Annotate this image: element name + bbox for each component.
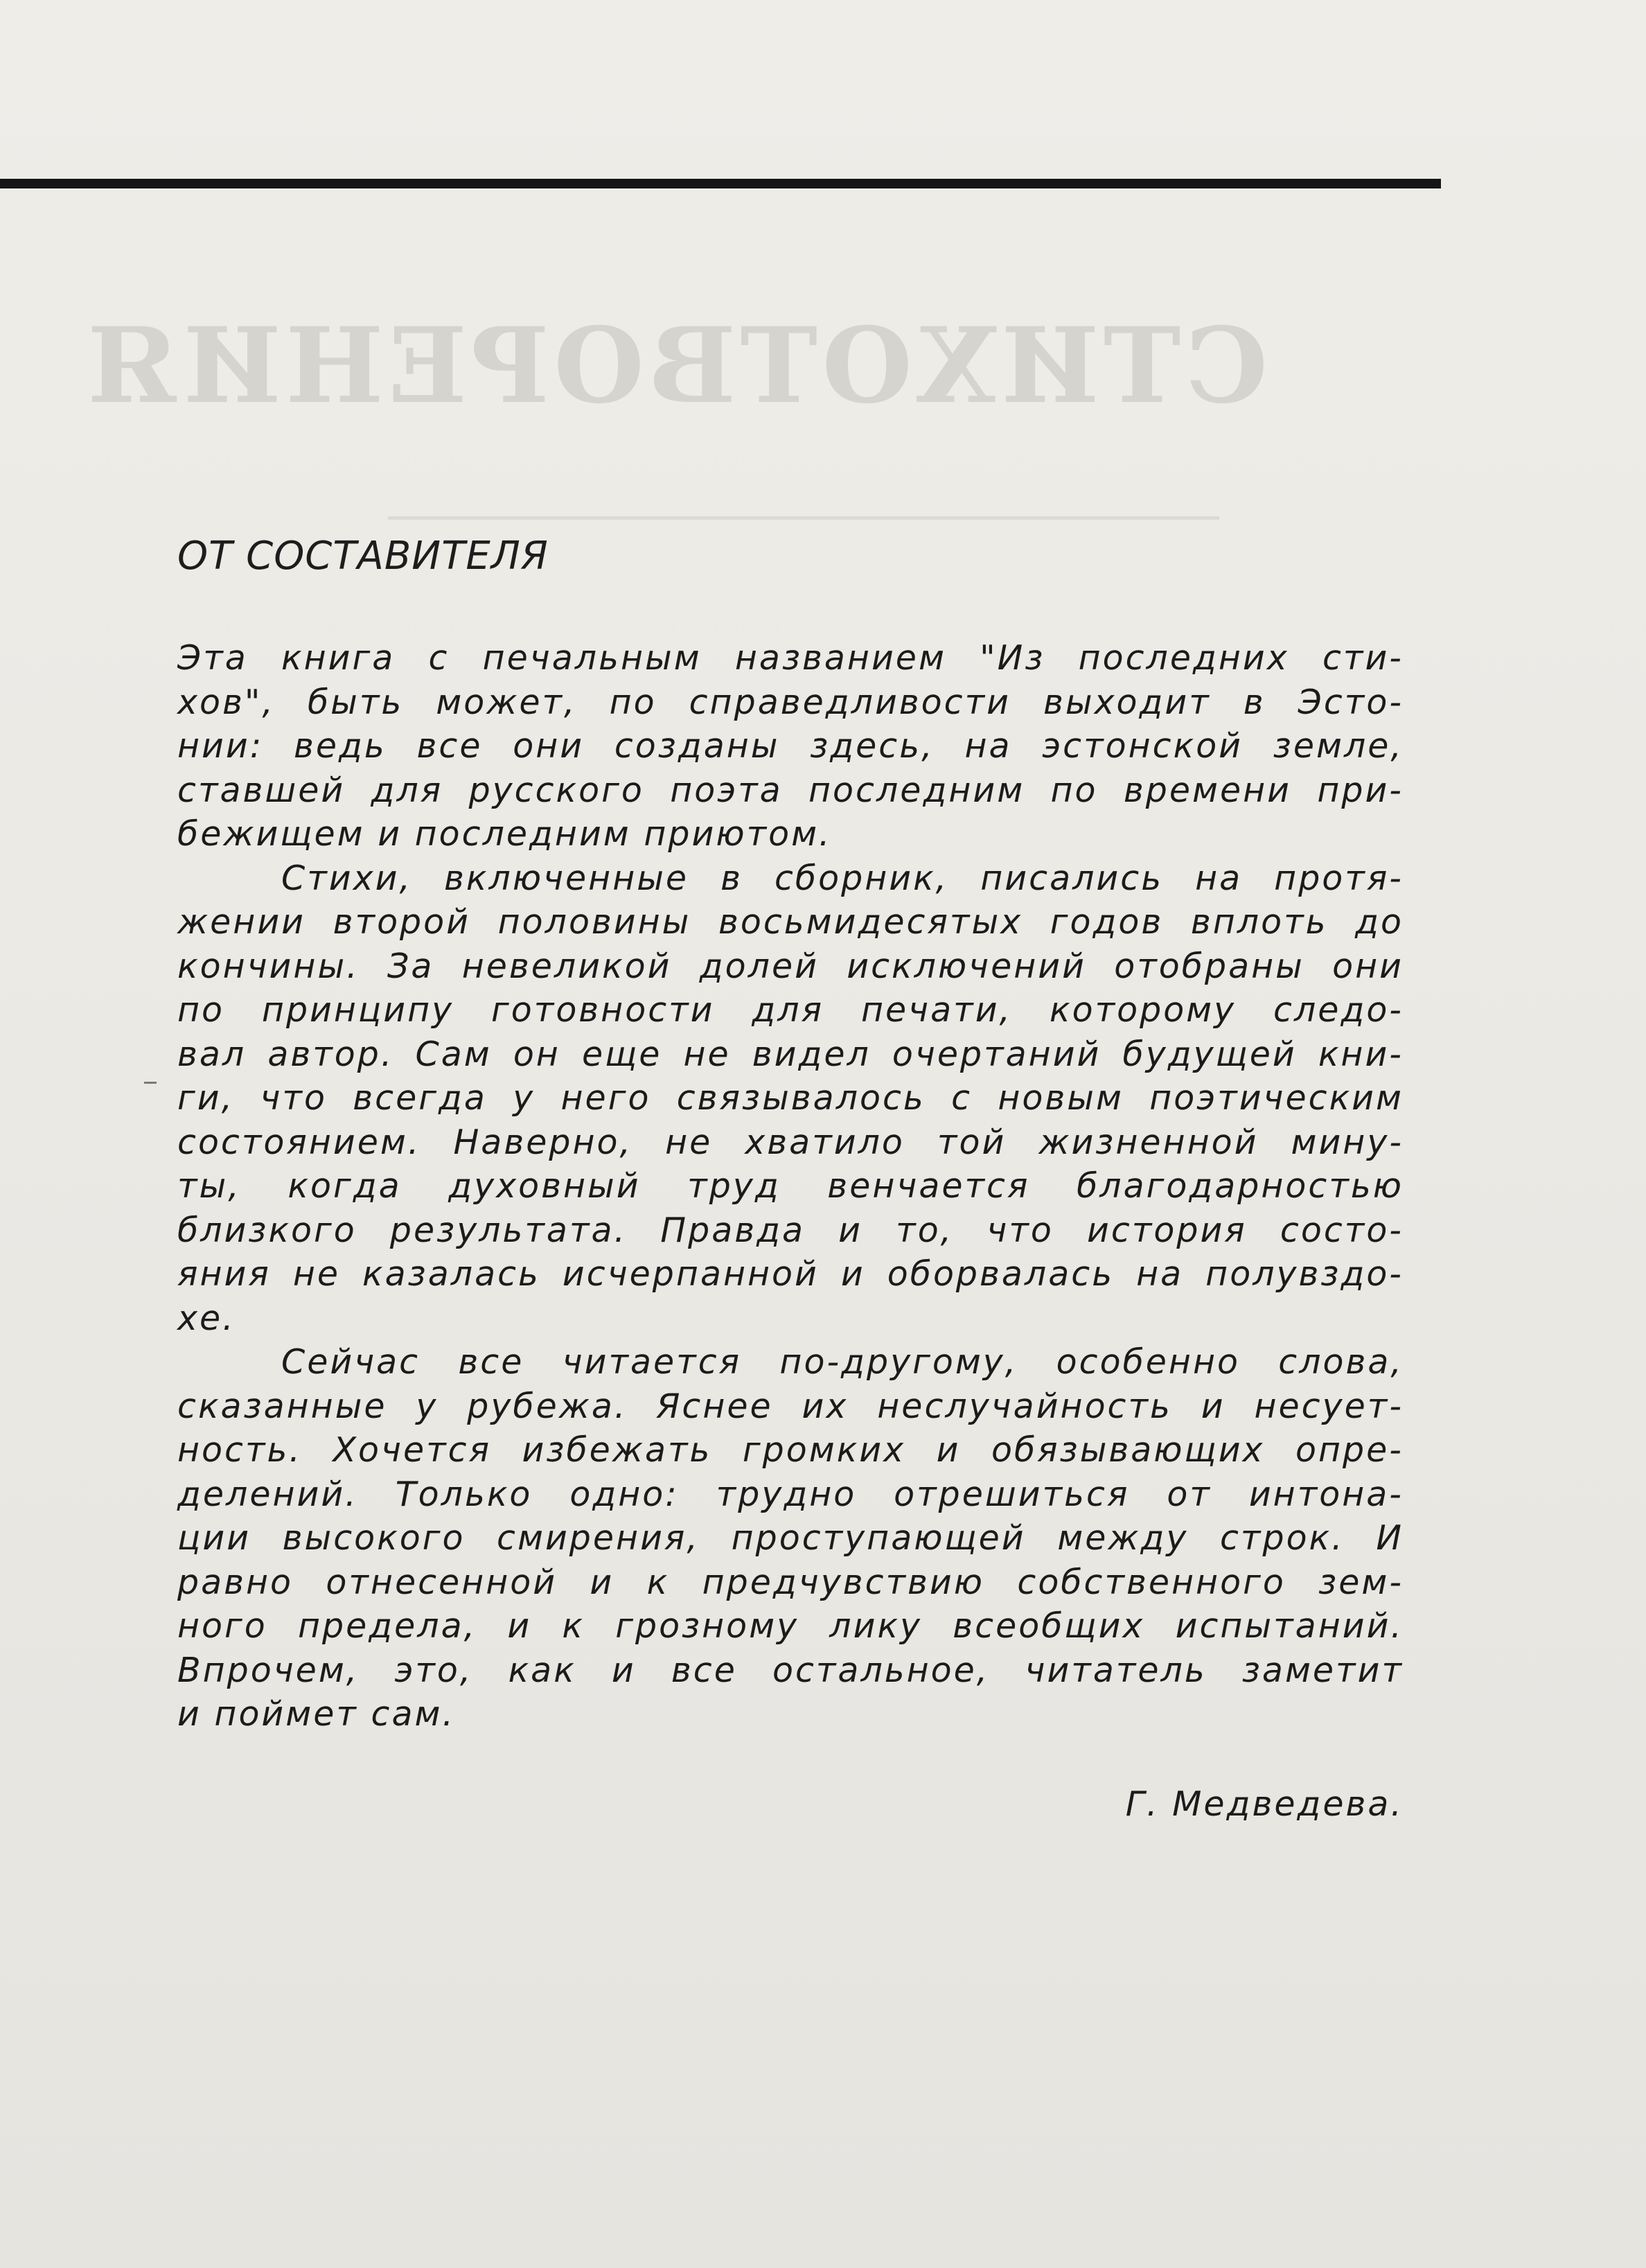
text-line: хов", быть может, по справедливости выходит в Эсто-: [177, 682, 1404, 722]
text-line: и поймет сам.: [177, 1694, 456, 1734]
text-line: бежищем и последним приютом.: [177, 814, 832, 854]
text-line: Впрочем, это, как и все остальное, читатель заметит: [177, 1650, 1404, 1690]
text-line: ты, когда духовный труд венчается благодарностью: [177, 1166, 1404, 1206]
text-line: яния не казалась исчерпанной и оборвалась на полувздо-: [177, 1254, 1404, 1294]
text-line: жении второй половины восьмидесятых годов вплоть до: [177, 902, 1404, 942]
bleed-through-rule: [388, 516, 1219, 520]
text-line: состоянием. Наверно, не хватило той жизненной мину-: [177, 1122, 1404, 1162]
body-text: [177, 636, 1404, 1737]
section-heading: ОТ СОСТАВИТЕЛЯ: [177, 534, 549, 579]
text-line: Сейчас все читается по-другому, особенно слова,: [281, 1342, 1404, 1382]
signature: Г. Медведева.: [1125, 1784, 1404, 1824]
text-line: ции высокого смирения, проступающей между строк. И: [177, 1518, 1404, 1558]
text-line: хе.: [177, 1298, 236, 1338]
text-line: кончины. За невеликой долей исключений отобраны они: [177, 946, 1404, 986]
text-line: делений. Только одно: трудно отрешиться от интона-: [177, 1474, 1404, 1514]
text-line: ставшей для русского поэта последним по времени при-: [177, 770, 1404, 810]
text-line: Стихи, включенные в сборник, писались на протя-: [281, 858, 1404, 898]
text-line: равно отнесенной и к предчувствию собственного зем-: [177, 1562, 1404, 1602]
text-line: сказанные у рубежа. Яснее их неслучайность и несует-: [177, 1386, 1404, 1426]
bleed-through-title: СТИХОТВОРЕНИЯ: [83, 305, 1268, 427]
top-rule: [0, 179, 1441, 188]
text-line: ного предела, и к грозному лику всеобщих испытаний.: [177, 1606, 1404, 1646]
text-line: нии: ведь все они созданы здесь, на эстонской земле,: [177, 726, 1404, 766]
text-line: по принципу готовности для печати, которому следо-: [177, 990, 1404, 1030]
text-line: ность. Хочется избежать громких и обязывающих опре-: [177, 1430, 1404, 1470]
text-line: ги, что всегда у него связывалось с новым поэтическим: [177, 1078, 1404, 1118]
text-line: Эта книга с печальным названием "Из последних сти-: [177, 638, 1404, 678]
text-line: вал автор. Сам он еще не видел очертаний будущей кни-: [177, 1034, 1404, 1074]
margin-mark: [144, 1082, 157, 1084]
text-line: близкого результата. Правда и то, что история состо-: [177, 1210, 1404, 1250]
